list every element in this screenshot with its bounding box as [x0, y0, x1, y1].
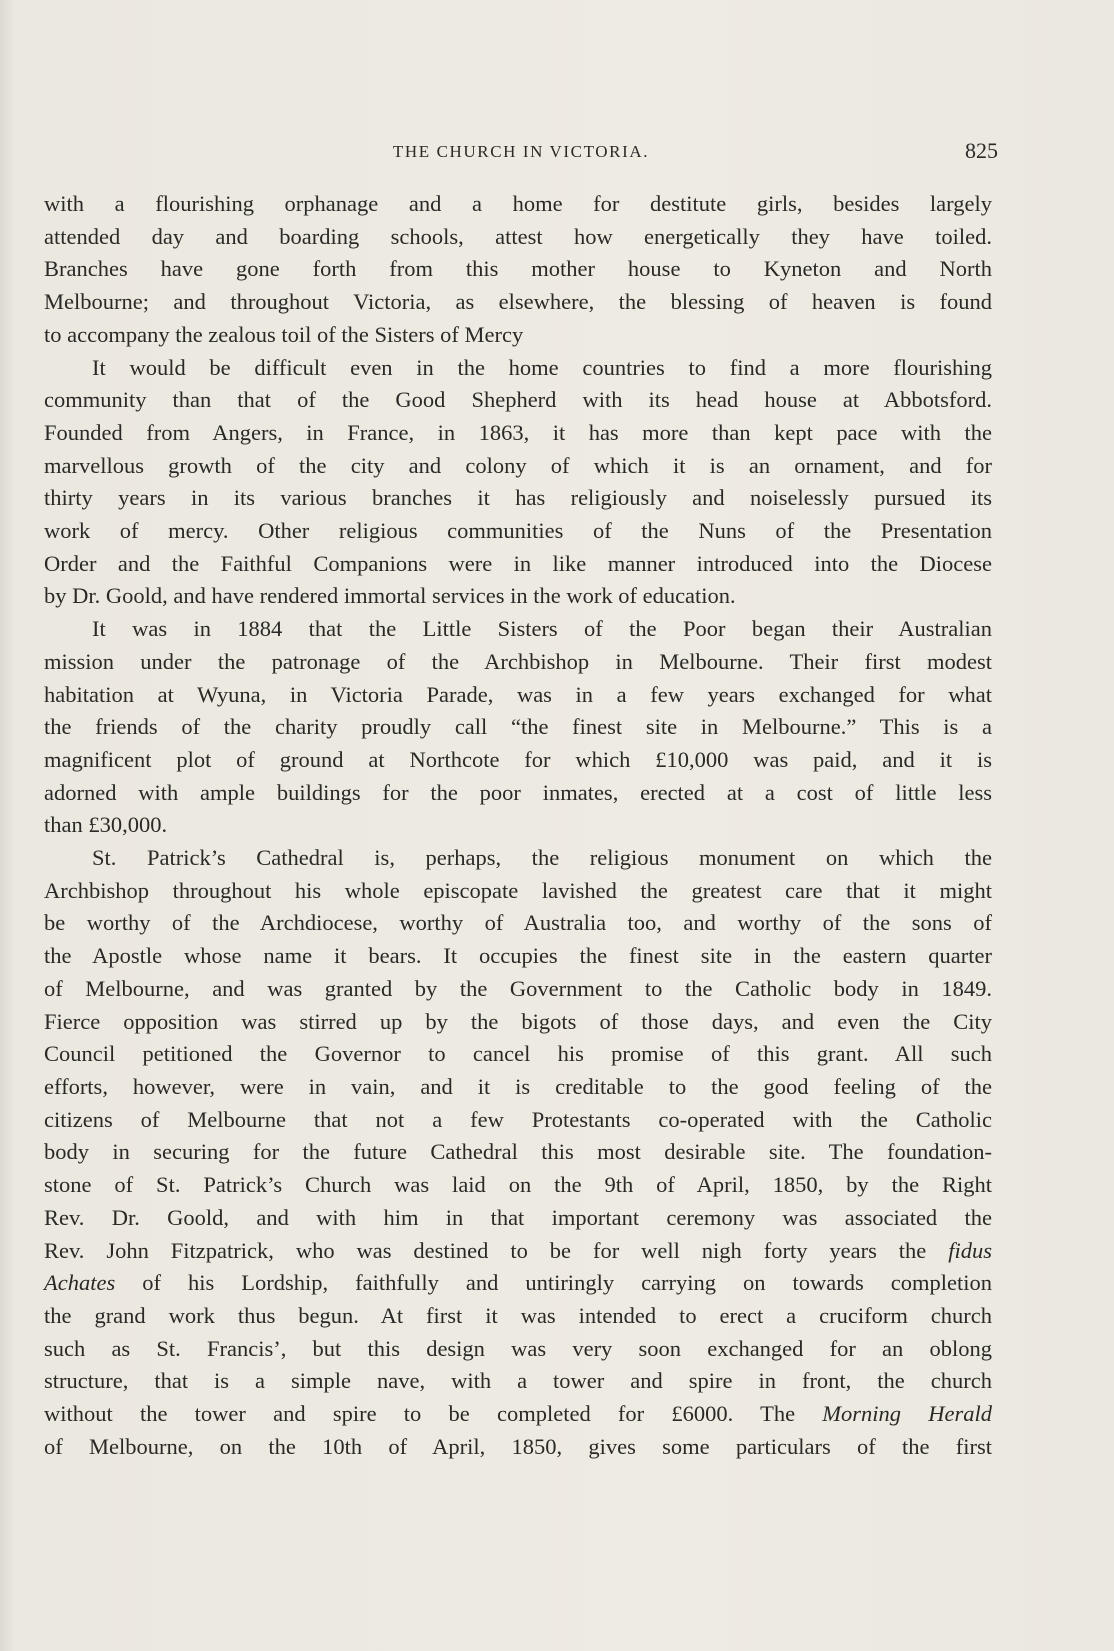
paragraph-4 — [44, 842, 992, 1463]
paragraph-3 — [44, 613, 992, 842]
page-number: 825 — [965, 138, 998, 163]
text-line: stone of St. Patrick’s Church was laid on the 9th of April, 1850, by the Right — [44, 1172, 992, 1198]
italic-phrase-morning-herald: Morning Herald — [822, 1401, 993, 1427]
text-line: work of mercy. Other religious communities of the Nuns of the Presentation — [44, 518, 992, 544]
body-text — [44, 188, 992, 1463]
text-line: with a flourishing orphanage and a home for destitute girls, besides largely — [44, 191, 992, 216]
text-line: Founded from Angers, in France, in 1863, it has more than kept pace with the — [44, 419, 992, 445]
text-line: marvellous growth of the city and colony of which it is an ornament, and for — [44, 452, 992, 478]
text-segment: of his Lordship, faithfully and untiringly carrying on towards completion — [142, 1270, 992, 1296]
text-line-with-italic — [44, 1267, 992, 1300]
page-header — [44, 138, 998, 168]
text-line: Melbourne; and throughout Victoria, as elsewhere, the blessing of heaven is found — [44, 289, 992, 315]
text-line: to accompany the zealous toil of the Sisters of Mercy — [44, 321, 524, 347]
text-line: Rev. Dr. Goold, and with him in that important ceremony was associated the — [44, 1204, 992, 1230]
text-line: Fierce opposition was stirred up by the bigots of those days, and even the City — [44, 1008, 992, 1034]
text-line: community than that of the Good Shepherd with its head house at Abbotsford. — [44, 387, 992, 413]
text-line: thirty years in its various branches it has religiously and noiselessly pursued its — [44, 485, 992, 511]
text-line: St. Patrick’s Cathedral is, perhaps, the religious monument on which the — [92, 845, 992, 871]
text-line: by Dr. Goold, and have rendered immortal services in the work of education. — [44, 583, 736, 609]
text-line: attended day and boarding schools, attest how energetically they have toiled. — [44, 223, 992, 249]
text-line: mission under the patronage of the Archbishop in Melbourne. Their first modest — [44, 648, 992, 674]
running-title: THE CHURCH IN VICTORIA. — [392, 142, 650, 161]
text-line: It was in 1884 that the Little Sisters of the Poor began their Australian — [92, 616, 992, 642]
text-line: citizens of Melbourne that not a few Protestants co-operated with the Catholic — [44, 1106, 992, 1132]
text-line: Branches have gone forth from this mother house to Kyneton and North — [44, 256, 992, 282]
text-line: Archbishop throughout his whole episcopate lavished the greatest care that it might — [44, 877, 992, 903]
paragraph-1 — [44, 188, 992, 352]
text-line: adorned with ample buildings for the poor inmates, erected at a cost of little less — [44, 779, 992, 805]
text-line: body in securing for the future Cathedral this most desirable site. The foundation- — [44, 1139, 992, 1165]
text-line: be worthy of the Archdiocese, worthy of Australia too, and worthy of the sons of — [44, 910, 992, 936]
text-line: habitation at Wyuna, in Victoria Parade, was in a few years exchanged for what — [44, 681, 992, 707]
text-line: of Melbourne, on the 10th of April, 1850, gives some particulars of the first — [44, 1433, 992, 1459]
text-line: Council petitioned the Governor to cancel his promise of this grant. All such — [44, 1041, 992, 1067]
text-line: It would be difficult even in the home countries to find a more flourishing — [92, 354, 992, 380]
text-line-with-italic — [44, 1235, 992, 1268]
text-line: Order and the Faithful Companions were in like manner introduced into the Diocese — [44, 550, 992, 576]
text-line: magnificent plot of ground at Northcote for which £10,000 was paid, and it is — [44, 746, 992, 772]
text-segment: Rev. John Fitzpatrick, who was destined to be for well nigh forty years the — [44, 1237, 927, 1263]
text-line-with-italic — [44, 1398, 992, 1431]
italic-phrase-achates: Achates — [44, 1270, 116, 1296]
text-line: efforts, however, were in vain, and it is creditable to the good feeling of the — [44, 1073, 992, 1099]
paragraph-2 — [44, 352, 992, 614]
text-line: the friends of the charity proudly call “the finest site in Melbourne.” This is a — [44, 714, 992, 740]
text-line: structure, that is a simple nave, with a tower and spire in front, the church — [44, 1368, 992, 1394]
text-line: the grand work thus begun. At first it was intended to erect a cruciform church — [44, 1302, 992, 1328]
text-line: than £30,000. — [44, 812, 168, 838]
text-line: the Apostle whose name it bears. It occupies the finest site in the eastern quarter — [44, 943, 992, 969]
italic-phrase-fidus: fidus — [948, 1237, 993, 1263]
text-line: of Melbourne, and was granted by the Government to the Catholic body in 1849. — [44, 975, 992, 1001]
text-segment: without the tower and spire to be completed for £6000. The — [44, 1401, 796, 1427]
text-line: such as St. Francis’, but this design was very soon exchanged for an oblong — [44, 1335, 992, 1361]
